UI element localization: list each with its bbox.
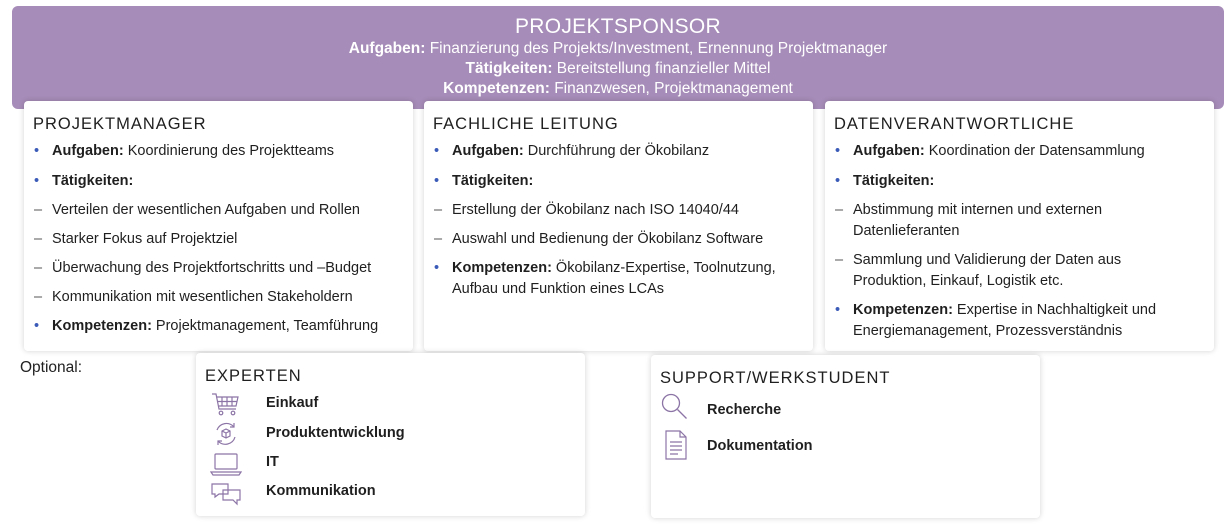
dash-icon: – bbox=[34, 260, 43, 276]
list-item: • Aufgaben: Durchführung der Ökobilanz bbox=[434, 141, 709, 162]
list-item: – Sammlung und Validierung der Daten aus Produktion, Einkauf, Logistik etc. bbox=[835, 252, 1122, 289]
dash-icon: – bbox=[34, 202, 43, 218]
magnifier-icon bbox=[659, 392, 691, 418]
expert-label: IT bbox=[266, 454, 279, 470]
sponsor-line-taetigkeiten: Tätigkeiten: Bereitstellung finanzieller Mittel bbox=[465, 60, 771, 77]
card-title: DATENVERANTWORTLICHE bbox=[834, 115, 1075, 133]
optional-label: Optional: bbox=[20, 359, 83, 376]
list-item: – Verteilen der wesentlichen Aufgaben und Rollen bbox=[34, 200, 360, 221]
expert-row-kommunikation bbox=[196, 481, 585, 505]
list-item: • Kompetenzen: Ökobilanz-Expertise, Toolnutzung, Aufbau und Funktion eines LCAs bbox=[434, 260, 776, 297]
card-projektmanager bbox=[24, 101, 413, 351]
bullet-icon: • bbox=[434, 173, 440, 189]
expert-label: Produktentwicklung bbox=[266, 425, 405, 441]
expert-row-einkauf bbox=[196, 393, 585, 417]
card-title: PROJEKTMANAGER bbox=[33, 115, 207, 133]
list-item: • Tätigkeiten: bbox=[34, 171, 133, 192]
expert-row-it bbox=[196, 452, 585, 476]
dash-icon: – bbox=[434, 202, 443, 218]
card-title: SUPPORT/WERKSTUDENT bbox=[660, 369, 891, 387]
list-item: – Überwachung des Projektfortschritts und –Budget bbox=[34, 258, 371, 279]
card-datenverantwortliche bbox=[825, 101, 1214, 351]
card-title: EXPERTEN bbox=[205, 367, 302, 385]
list-item: • Kompetenzen: Projektmanagement, Teamführung bbox=[34, 316, 378, 337]
support-label: Dokumentation bbox=[707, 438, 813, 454]
list-item: – Auswahl und Bedienung der Ökobilanz Software bbox=[434, 229, 763, 250]
card-experten bbox=[196, 353, 585, 516]
card-fachliche-leitung bbox=[424, 101, 813, 351]
bullet-icon: • bbox=[835, 173, 841, 189]
bullet-icon: • bbox=[34, 318, 40, 334]
sponsor-banner bbox=[12, 6, 1224, 109]
document-icon bbox=[663, 430, 695, 456]
support-label: Recherche bbox=[707, 402, 782, 418]
list-item: • Tätigkeiten: bbox=[434, 171, 533, 192]
laptop-icon bbox=[210, 451, 242, 477]
bullet-icon: • bbox=[434, 143, 440, 159]
list-item: – Abstimmung mit internen und externen Datenlieferanten bbox=[835, 202, 1103, 239]
dash-icon: – bbox=[835, 252, 844, 268]
bullet-icon: • bbox=[835, 302, 841, 318]
sponsor-line-aufgaben: Aufgaben: Finanzierung des Projekts/Investment, Ernennung Projektmanager bbox=[348, 40, 888, 57]
expert-label: Kommunikation bbox=[266, 483, 376, 499]
card-title: FACHLICHE LEITUNG bbox=[433, 115, 619, 133]
list-item: – Starker Fokus auf Projektziel bbox=[34, 229, 237, 250]
expert-row-produktentwicklung bbox=[196, 423, 585, 447]
bullet-icon: • bbox=[434, 260, 440, 276]
list-item: • Aufgaben: Koordination der Datensammlung bbox=[835, 141, 1145, 162]
support-row-recherche bbox=[651, 400, 1040, 424]
bullet-icon: • bbox=[34, 173, 40, 189]
dash-icon: – bbox=[434, 231, 443, 247]
expert-label: Einkauf bbox=[266, 395, 319, 411]
list-item: • Aufgaben: Koordinierung des Projektteams bbox=[34, 141, 334, 162]
sponsor-title: PROJEKTSPONSOR bbox=[514, 15, 722, 38]
bullet-icon: • bbox=[835, 143, 841, 159]
product-cycle-icon bbox=[210, 421, 242, 447]
dash-icon: – bbox=[34, 289, 43, 305]
speech-bubbles-icon bbox=[210, 481, 242, 507]
bullet-icon: • bbox=[34, 143, 40, 159]
sponsor-line-kompetenzen: Kompetenzen: Finanzwesen, Projektmanagement bbox=[443, 80, 793, 97]
card-support bbox=[651, 355, 1040, 518]
list-item: – Kommunikation mit wesentlichen Stakeholdern bbox=[34, 287, 353, 308]
dash-icon: – bbox=[835, 202, 844, 218]
list-item: – Erstellung der Ökobilanz nach ISO 14040/44 bbox=[434, 200, 739, 221]
support-row-dokumentation bbox=[651, 436, 1040, 460]
list-item: • Kompetenzen: Expertise in Nachhaltigkeit und Energiemanagement, Prozessverständnis bbox=[835, 302, 1157, 339]
list-item: • Tätigkeiten: bbox=[835, 171, 934, 192]
dash-icon: – bbox=[34, 231, 43, 247]
shopping-cart-icon bbox=[210, 392, 242, 418]
